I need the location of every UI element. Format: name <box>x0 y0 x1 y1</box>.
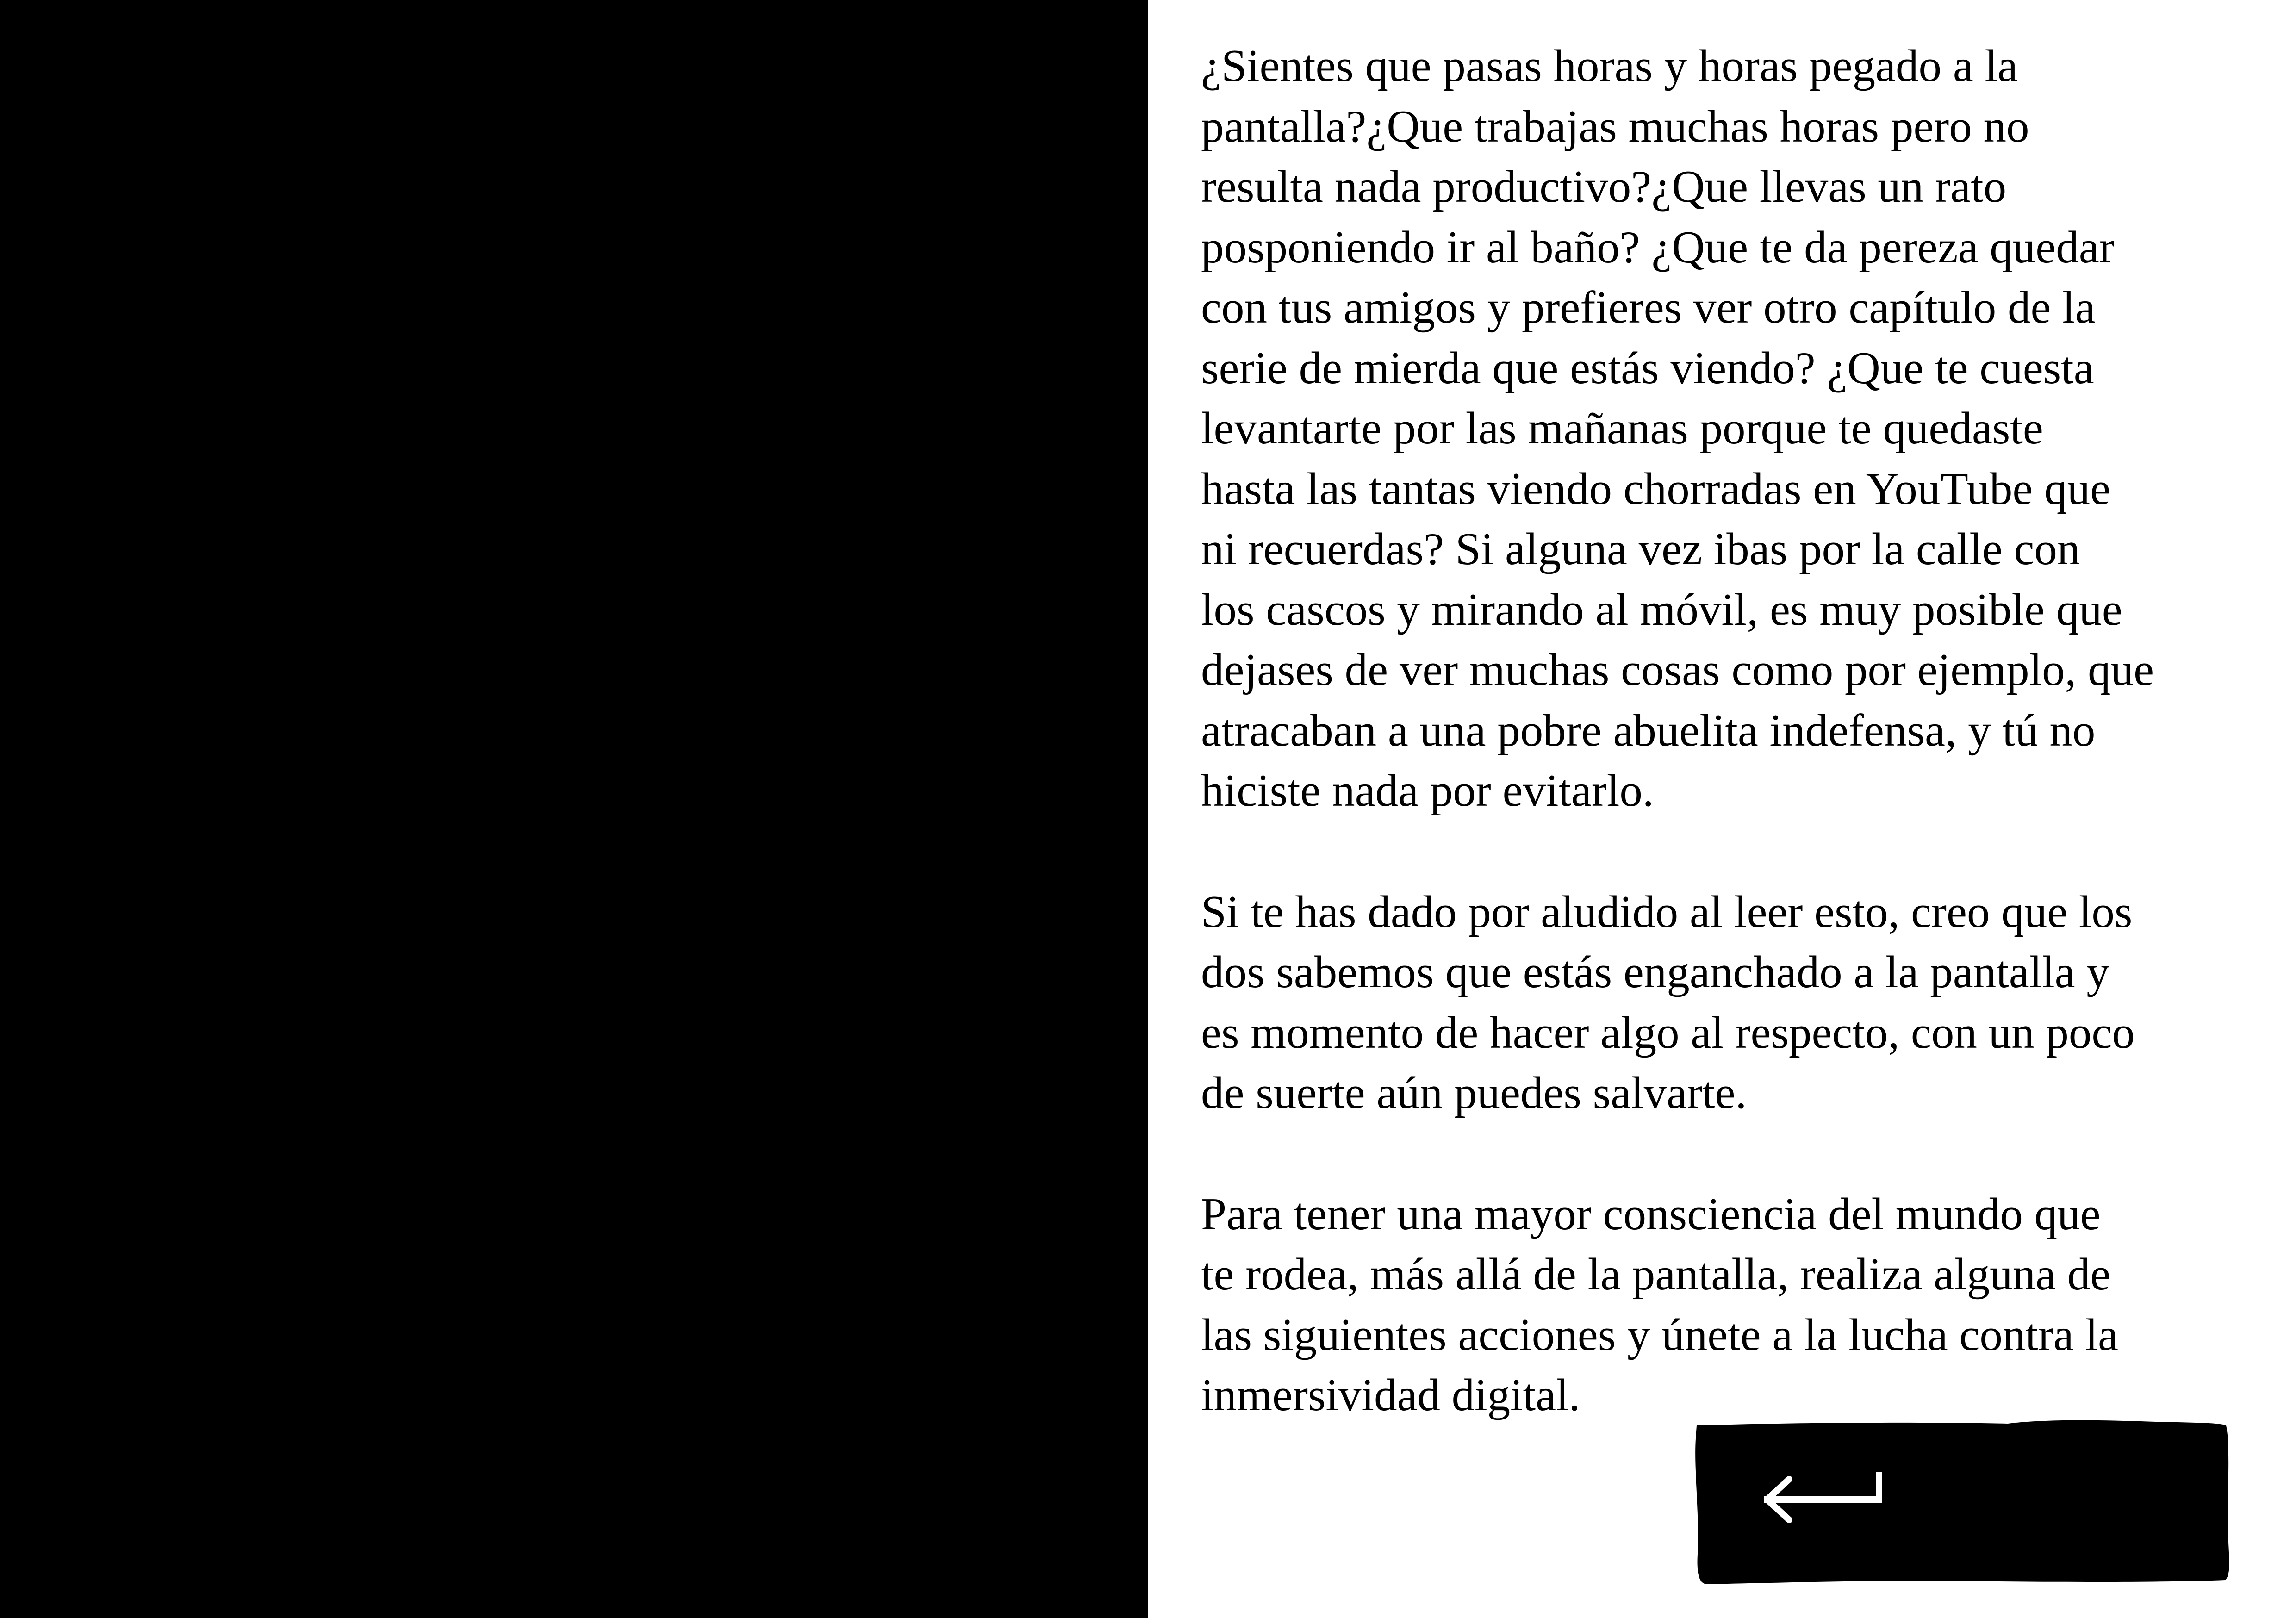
enter-return-arrow-icon <box>1758 1471 1887 1531</box>
paragraph-1: ¿Sientes que pasas horas y horas pegado a la pantalla?¿Que trabajas muchas horas pero no resulta nada productivo?¿Que llevas un rato posponiendo ir al baño? ¿Que te da pereza quedar con tus amigos y prefieres ver otro capítulo de la serie de mierda que estás viendo? ¿Que te cuesta levantarte por las mañanas porque te quedaste hasta las tantas viendo chorradas en YouTube que ni recuerdas? Si alguna vez ibas por la calle con los cascos y mirando al móvil, es muy posible que dejases de ver muchas cosas como por ejemplo, que atracaban a una pobre abuelita indefensa, y tú no hiciste nada por evitarlo. <box>1201 41 2154 816</box>
paragraph-2: Si te has dado por aludido al leer esto, creo que los dos sabemos que estás enganchado a la pantalla y es momento de hacer algo al respecto, con un poco de suerte aún puedes salvarte. <box>1201 886 2135 1118</box>
continue-button[interactable] <box>1693 1420 2231 1587</box>
intro-text <box>1201 36 2265 1426</box>
paragraph-3: Para tener una mayor consciencia del mundo que te rodea, más allá de la pantalla, realiza alguna de las siguientes acciones y únete a la lucha contra la inmersividad digital. <box>1201 1189 2118 1420</box>
